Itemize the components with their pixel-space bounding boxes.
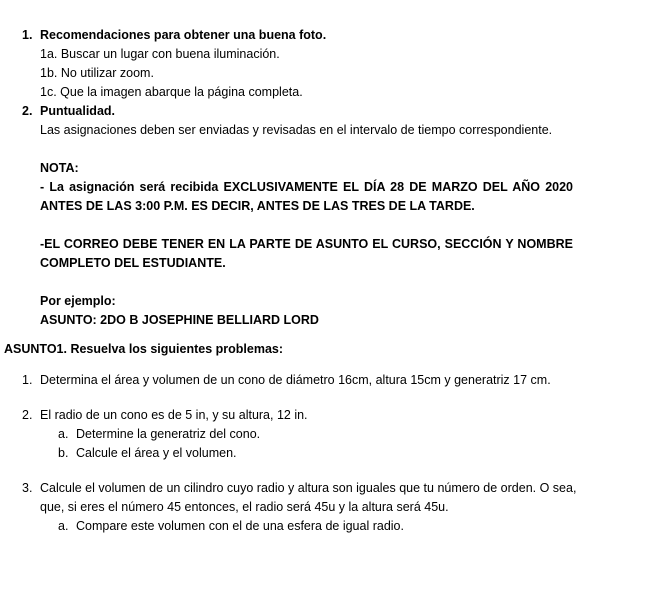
rule-item-1-number: 1. (22, 28, 33, 42)
assignment-heading: ASUNTO1. Resuelva los siguientes problemas: (4, 342, 284, 356)
rule-item-1b: 1b. No utilizar zoom. (40, 66, 154, 80)
nota-label: NOTA: (40, 161, 79, 175)
nota-paragraph-2: -EL CORREO DEBE TENER EN LA PARTE DE ASUNTO EL CURSO, SECCIÓN Y NOMBRE COMPLETO DEL ESTUDIANTE. (40, 237, 573, 270)
rule-item-1-title: Recomendaciones para obtener una buena foto. (40, 28, 327, 42)
problem-2-sub-b-text: Calcule el área y el volumen. (76, 446, 237, 460)
problem-3-sub-a-text: Compare este volumen con el de una esfera de igual radio. (76, 519, 404, 533)
problem-3-text: Calcule el volumen de un cilindro cuyo radio y altura son iguales que tu número de orden. O sea, que, si eres el número 45 entonces, el radio será 45u y la altura será 45u. (40, 481, 577, 514)
problem-1-number: 1. (22, 373, 33, 387)
problem-2-number: 2. (22, 408, 33, 422)
problem-2-text: El radio de un cono es de 5 in, y su altura, 12 in. (40, 408, 308, 422)
nota-example-label: Por ejemplo: (40, 294, 116, 308)
problem-3 (4, 479, 641, 536)
rule-item-1 (4, 26, 641, 102)
nota-paragraph-1: - La asignación será recibida EXCLUSIVAMENTE EL DÍA 28 DE MARZO DEL AÑO 2020 ANTES DE LAS 3:00 P.M. ES DECIR, ANTES DE LAS TRES DE LA TARDE. (40, 180, 573, 213)
problem-2-sub-a-text: Determine la generatriz del cono. (76, 427, 261, 441)
problem-1-text: Determina el área y volumen de un cono de diámetro 16cm, altura 15cm y generatriz 17 cm. (40, 373, 551, 387)
problem-2-sub-b (58, 444, 590, 463)
problems-list (4, 371, 641, 536)
problem-1 (4, 371, 641, 390)
nota-example-subject: ASUNTO: 2DO B JOSEPHINE BELLIARD LORD (40, 313, 319, 327)
nota-section (40, 159, 573, 330)
rule-item-2 (4, 102, 641, 140)
rule-item-1a: 1a. Buscar un lugar con buena iluminación. (40, 47, 280, 61)
problem-3-sub-a-letter: a. (58, 519, 69, 533)
problem-3-sub-a (58, 517, 590, 536)
rule-item-1c: 1c. Que la imagen abarque la página completa. (40, 85, 303, 99)
problem-2-sub-a-letter: a. (58, 427, 69, 441)
problem-3-number: 3. (22, 481, 33, 495)
problem-2 (4, 406, 641, 463)
rule-item-2-number: 2. (22, 104, 33, 118)
rule-item-2-body: Las asignaciones deben ser enviadas y revisadas en el intervalo de tiempo correspondiente. (40, 123, 553, 137)
problem-2-sub-a (58, 425, 590, 444)
rule-item-2-title: Puntualidad. (40, 104, 115, 118)
problem-2-sub-b-letter: b. (58, 446, 69, 460)
